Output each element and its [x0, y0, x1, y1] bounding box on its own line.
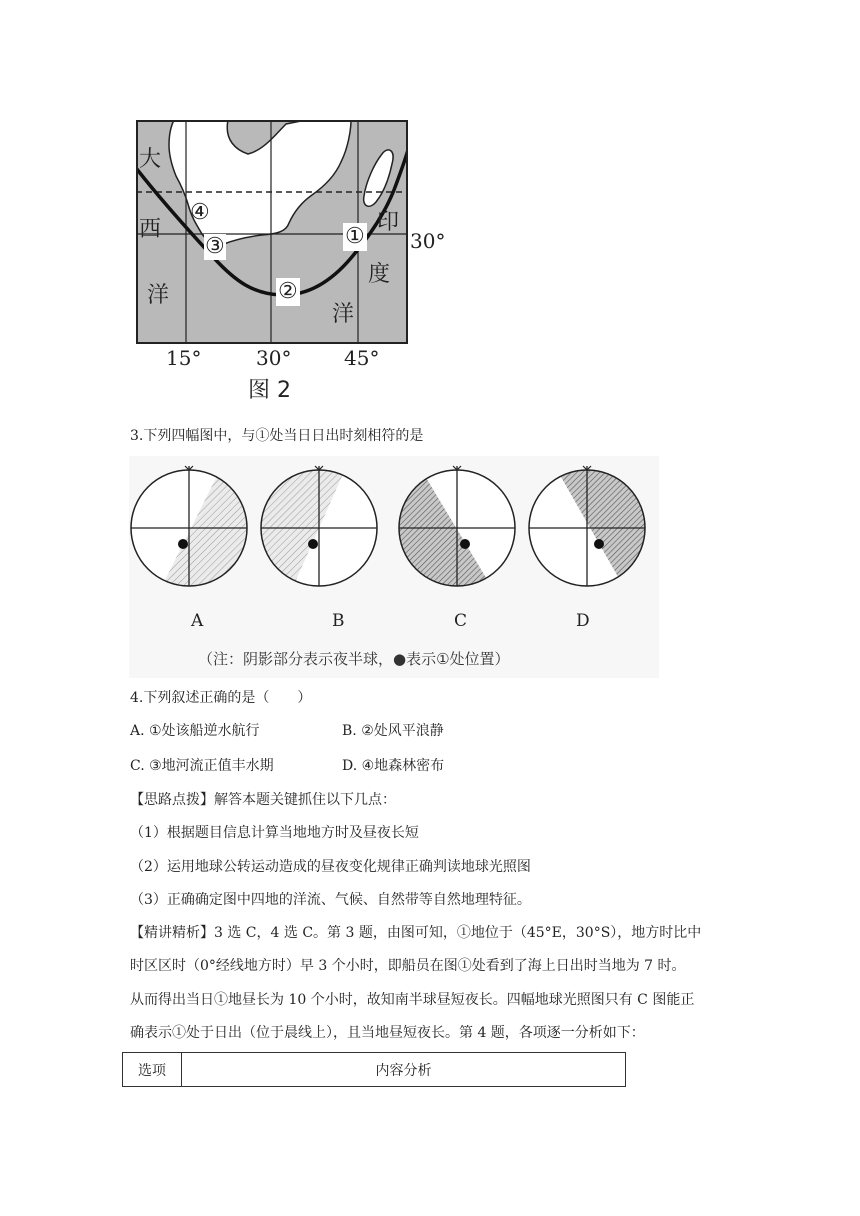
analysis-line-4: 确表示①处于日出（位于晨线上），且当地昼短夜长。第 4 题，各项逐一分析如下：: [130, 1025, 645, 1041]
question-3-text: 3.下列四幅图中，与①处当日日出时刻相符的是: [130, 428, 424, 444]
hint-item-1: （1）根据题目信息计算当地地方时及昼夜长短: [130, 825, 419, 841]
lon-label-15: 15°: [166, 346, 202, 370]
marker-1: ①: [345, 224, 365, 249]
table-row: [123, 1053, 626, 1087]
figure-caption: 图 2: [248, 378, 291, 403]
marker-4: ④: [190, 200, 210, 225]
figure-label-b: B: [332, 611, 345, 631]
position-dot-d: [594, 539, 604, 549]
map-label-yang-left: 洋: [147, 283, 170, 308]
map-label-da: 大: [139, 147, 162, 172]
analysis-line-3: 从而得出当日①地昼长为 10 个小时，故知南半球昼短夜长。四幅地球光照图只有 C 图能正: [130, 992, 695, 1008]
question-4-text: 4.下列叙述正确的是（ ）: [130, 690, 312, 706]
position-dot-c: [460, 539, 470, 549]
marker-3: ③: [205, 234, 225, 259]
option-d: D. ④地森林密布: [342, 758, 445, 774]
lon-label-45: 45°: [344, 346, 380, 370]
map-label-xi: 西: [139, 217, 162, 242]
analysis-line-2: 时区区时（0°经线地方时）早 3 个小时，即船员在图①处看到了海上日出时当地为 7 时。: [130, 958, 686, 974]
figure-label-c: C: [454, 611, 468, 631]
figure-label-d: D: [576, 611, 590, 631]
option-b: B. ②处风平浪静: [342, 723, 444, 739]
lat-label-30: 30°: [410, 229, 446, 253]
option-a: A. ①处该船逆水航行: [130, 723, 260, 739]
hints-title: 【思路点拨】解答本题关键抓住以下几点：: [130, 792, 396, 808]
hint-item-3: （3）正确确定图中四地的洋流、气候、自然带等自然地理特征。: [130, 892, 531, 908]
map-label-yang-right: 洋: [332, 302, 355, 327]
marker-2: ②: [278, 279, 298, 304]
figure-label-a: A: [191, 611, 204, 631]
analysis-table: [122, 1052, 626, 1087]
figure-note: （注：阴影部分表示夜半球，●表示①处位置）: [198, 650, 510, 668]
table-header-content: 内容分析: [182, 1053, 626, 1087]
africa-map: [136, 120, 408, 344]
hint-item-2: （2）运用地球公转运动造成的昼夜变化规律正确判读地球光照图: [130, 859, 531, 875]
lon-label-30: 30°: [256, 346, 292, 370]
option-c: C. ③地河流正值丰水期: [130, 758, 274, 774]
map-label-du: 度: [368, 262, 391, 287]
analysis-line-1: 【精讲精析】3 选 C，4 选 C。第 3 题，由图可知，①地位于（45°E，30°S），地方时比中: [130, 925, 702, 941]
position-dot-b: [308, 539, 318, 549]
table-header-option: 选项: [123, 1053, 182, 1087]
map-label-yin: 印: [377, 210, 400, 235]
position-dot-a: [178, 539, 188, 549]
illumination-figures: [129, 456, 659, 678]
